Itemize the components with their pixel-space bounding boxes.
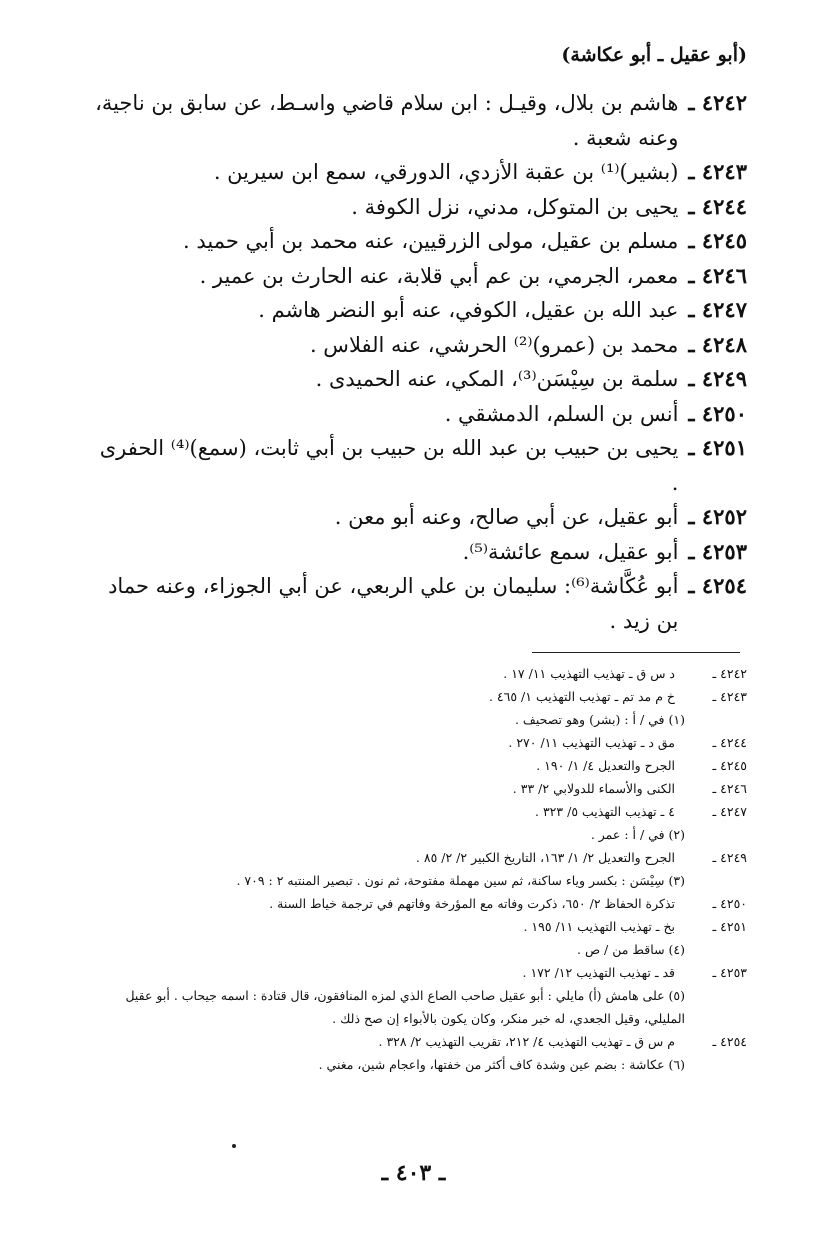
footnote-text: بخ ـ تهذيب التهذيب ١١/ ١٩٥ .	[523, 919, 675, 934]
footnote-text: تذكرة الحفاظ ٢/ ٦٥٠، ذكرت وفاته مع المؤرخة وفاتهم في ترجمة خياط السنة .	[269, 896, 675, 911]
entry	[95, 224, 747, 259]
entry	[95, 259, 747, 294]
footnote-text: (٦) عكاشة : بضم عين وشدة كاف أكثر من خفتها، واعجام شين، مغني .	[318, 1057, 685, 1072]
entry	[95, 328, 747, 363]
entry-text: عبد الله بن عقيل، الكوفي، عنه أبو النضر هاشم .	[258, 298, 679, 322]
entry-text: مسلم بن عقيل، مولى الزرقيين، عنه محمد بن أبي حميد .	[183, 229, 679, 253]
entry	[95, 190, 747, 225]
stray-dot	[232, 1144, 236, 1148]
footnote-number	[685, 708, 747, 731]
entry-number: ٤٢٤٦ ـ	[688, 262, 747, 288]
footnote-text: ٤ ـ تهذيب التهذيب ٥/ ٣٢٣ .	[535, 804, 675, 819]
entry-text: (بشير)⁽¹⁾ بن عقبة الأزدي، الدورقي، سمع ابن سيرين .	[213, 160, 679, 184]
entry	[95, 86, 747, 155]
footnote-text: قد ـ تهذيب التهذيب ١٢/ ١٧٢ .	[522, 965, 675, 980]
entry-number: ٤٢٤٥ ـ	[688, 228, 747, 253]
entry-text: سلمة بن سِيْسَن⁽³⁾، المكي، عنه الحميدى .	[315, 367, 679, 391]
entry-number: ٤٢٤٣ ـ	[688, 159, 747, 184]
entry-number: ٤٢٥٠ ـ	[688, 400, 747, 426]
footnote-separator	[532, 652, 740, 653]
page-number: ـ ٤٠٣ ـ	[381, 1160, 446, 1186]
footnote-text: (٥) على هامش (أ) مايلي : أبو عقيل صاحب الصاع الذي لمزه المنافقون، قال قتادة : اسمه جيحاب . أبو عقيل المليلي، وقيل الجعدي، له خبر منكر، وكان يكون بالأبواء إن صح ذلك .	[125, 988, 685, 1026]
entry-text: أنس بن السلم، الدمشقي .	[444, 401, 679, 426]
entry	[95, 397, 747, 432]
footnote	[96, 754, 747, 777]
footnote-number: ٤٢٤٣ ـ	[712, 689, 747, 704]
footnote	[96, 892, 747, 915]
entry-number: ٤٢٤٢ ـ	[688, 90, 747, 115]
footnote-number: ٤٢٤٦ ـ	[712, 781, 747, 796]
footnote-text: (٤) ساقط من / ص .	[577, 942, 685, 957]
footnote-text: (٢) في / أ : عمر .	[590, 827, 685, 842]
entry	[95, 535, 747, 570]
entry-text: يحيى بن المتوكل، مدني، نزل الكوفة .	[351, 194, 679, 219]
footnote	[96, 777, 747, 800]
entry-number: ٤٢٤٩ ـ	[688, 366, 747, 391]
footnote-text: الجرح والتعديل ٤/ ١/ ١٩٠ .	[536, 758, 675, 773]
entry	[95, 362, 747, 397]
footnote	[96, 800, 747, 823]
footnote	[96, 823, 747, 846]
entry-number: ٤٢٤٧ ـ	[688, 297, 747, 322]
entry-text: معمر، الجرمي، بن عم أبي قلابة، عنه الحارث بن عمير .	[199, 263, 679, 288]
footnote-text: د س ق ـ تهذيب التهذيب ١١/ ١٧ .	[503, 666, 675, 681]
footnote-number	[685, 1053, 747, 1076]
footnote	[96, 915, 747, 938]
footnote-number: ٤٢٥٤ ـ	[712, 1034, 747, 1049]
footnote	[96, 1030, 747, 1053]
footnote	[96, 685, 747, 708]
footnote-text: الكنى والأسماء للدولابي ٢/ ٣٣ .	[512, 781, 675, 796]
entry-number: ٤٢٥٤ ـ	[688, 573, 747, 598]
footnote-text: (٣) سِيْسَن : بكسر وياء ساكنة، ثم سين مهملة مفتوحة، ثم نون . تبصير المنتبه ٢ : ٧٠٩ .	[236, 873, 685, 888]
footnote-number: ٤٢٥١ ـ	[712, 919, 747, 934]
footnote-text: م س ق ـ تهذيب التهذيب ٤/ ٢١٢، تقريب التهذيب ٢/ ٣٢٨ .	[378, 1034, 675, 1049]
entries-list	[95, 86, 747, 638]
footnote-number	[685, 938, 747, 961]
footnote-number: ٤٢٤٩ ـ	[712, 850, 747, 865]
footnote-text: الجرح والتعديل ٢/ ١/ ١٦٣، التاريخ الكبير ٢/ ٢/ ٨٥ .	[415, 850, 675, 865]
footnote-number: ٤٢٤٥ ـ	[712, 758, 747, 773]
footnote-number: ٤٢٤٤ ـ	[712, 735, 747, 750]
footnote	[96, 869, 747, 892]
footnote	[96, 662, 747, 685]
entry	[95, 500, 747, 535]
footnotes-list	[96, 662, 747, 1076]
entry-text: محمد بن (عمرو)⁽²⁾ الحرشي، عنه الفلاس .	[309, 332, 679, 357]
footnote-number: ٤٢٤٧ ـ	[712, 804, 747, 819]
entry	[95, 293, 747, 328]
entry	[95, 155, 747, 190]
footnote	[96, 1053, 747, 1076]
entry	[95, 569, 747, 638]
entry-text: يحيى بن حبيب بن عبد الله بن حبيب بن أبي ثابت، (سمع)⁽⁴⁾ الحفرى .	[99, 436, 679, 495]
footnote-number: ٤٢٤٢ ـ	[712, 666, 747, 681]
footnote	[96, 938, 747, 961]
entry-number: ٤٢٥٢ ـ	[688, 504, 747, 529]
footnote-text: (١) في / أ : (بشر) وهو تصحيف .	[514, 712, 685, 727]
footnote-text: مق د ـ تهذيب التهذيب ١١/ ٢٧٠ .	[508, 735, 675, 750]
entry-text: أبو عُكَّاشة⁽⁶⁾: سليمان بن علي الربعي، عن أبي الجوزاء، وعنه حماد بن زيد .	[108, 574, 679, 633]
footnote	[96, 846, 747, 869]
footnote-number	[685, 984, 747, 1030]
footnote	[96, 731, 747, 754]
entry-text: أبو عقيل، سمع عائشة⁽⁵⁾.	[462, 539, 679, 564]
entry-number: ٤٢٤٨ ـ	[688, 331, 747, 357]
footnote	[96, 961, 747, 984]
footnote-number	[685, 869, 747, 892]
footnote	[96, 984, 747, 1030]
entry-number: ٤٢٥١ ـ	[688, 435, 747, 460]
footnote-number: ٤٢٥٣ ـ	[712, 965, 747, 980]
footnote-text: خ م مد تم ـ تهذيب التهذيب ١/ ٤٦٥ .	[488, 689, 675, 704]
footnote	[96, 708, 747, 731]
footnote-number: ٤٢٥٠ ـ	[712, 896, 747, 911]
entry	[95, 431, 747, 500]
running-header: (أبو عقيل ـ أبو عكاشة)	[561, 44, 747, 66]
entry-number: ٤٢٥٣ ـ	[688, 538, 747, 564]
entry-text: هاشم بن بلال، وقيـل : ابن سلام قاضي واسـط، عن سابق بن ناجية، وعنه شعبة .	[95, 91, 679, 150]
entry-number: ٤٢٤٤ ـ	[688, 193, 747, 219]
footnote-number	[685, 823, 747, 846]
entry-text: أبو عقيل، عن أبي صالح، وعنه أبو معن .	[334, 505, 679, 529]
